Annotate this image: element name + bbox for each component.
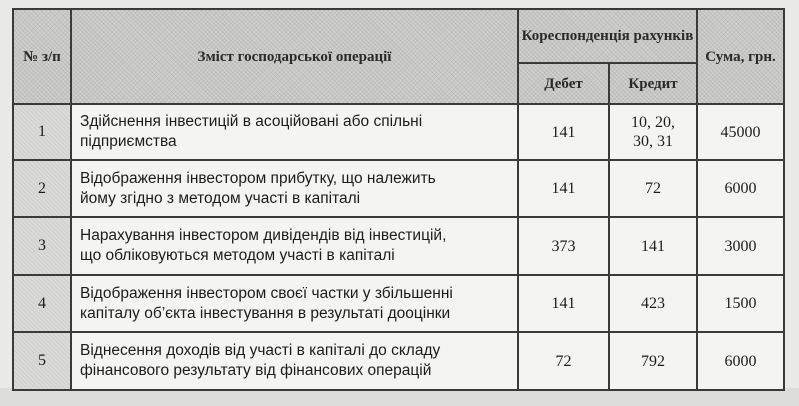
row-description-line: що обліковуються методом участі в капіталі [80,247,395,264]
header-row-top [13,9,784,63]
row-number: 1 [13,104,71,160]
header-correspondence-line-1: Кореспонденція [521,28,630,44]
row-description [71,332,518,390]
header-debit [518,63,609,104]
row-number: 4 [13,275,71,332]
row-credit: 141 [609,217,697,275]
row-description-line: Відображення інвестором своєї частки у збільшенні [80,284,453,302]
row-description [71,275,518,332]
table-row [13,160,784,217]
row-description-line: йому згідно з методом участі в капіталі [80,189,361,207]
table-row [13,217,784,275]
row-description-line: Віднесення доходів від участі в капіталі до складу [80,342,441,359]
row-credit-line: 30, 31 [633,133,673,150]
header-content [71,9,518,104]
header-amount-line-2: грн. [748,48,776,65]
row-number: 3 [13,217,71,275]
row-credit: 72 [609,160,697,217]
row-debit: 141 [518,160,609,217]
header-amount [697,9,784,104]
row-number: 2 [13,160,71,217]
header-number [13,9,71,104]
header-number-line-2: з/п [41,48,61,65]
header-content-label: Зміст господарської операції [197,48,392,65]
header-credit [609,63,697,104]
accounting-entries-table [12,8,785,391]
row-amount: 45000 [697,104,784,160]
row-credit [609,104,697,160]
row-credit: 792 [609,332,697,390]
row-description [71,217,518,275]
row-debit: 72 [518,332,609,390]
row-description-line: підприємства [80,133,177,150]
row-number: 5 [13,332,71,390]
row-amount: 1500 [697,275,784,332]
table-row [13,275,784,332]
table-row [13,332,784,390]
row-description-line: Здійснення інвестицій в асоційовані або спільні [80,113,423,130]
row-debit: 141 [518,104,609,160]
row-description-line: капіталу об’єкта інвестування в результаті дооцінки [80,304,451,322]
row-credit-line: 10, 20, [631,114,675,131]
row-description-line: Нарахування інвестором дивідендів від інвестицій, [80,227,447,244]
row-amount: 6000 [697,160,784,217]
row-description [71,160,518,217]
header-correspondence [518,9,697,63]
header-number-line-1: № [23,48,39,65]
header-debit-label: Дебет [544,75,583,92]
row-amount: 6000 [697,332,784,390]
header-credit-label: Кредит [628,75,678,92]
row-description-line: фінансового результату від фінансових операцій [80,362,432,379]
row-description-line: Відображення інвестором прибутку, що належить [80,169,436,187]
row-description [71,104,518,160]
row-debit: 373 [518,217,609,275]
row-debit: 141 [518,275,609,332]
table-row [13,104,784,160]
header-correspondence-line-2: рахунків [633,28,694,44]
row-credit: 423 [609,275,697,332]
row-amount: 3000 [697,217,784,275]
header-amount-line-1: Сума, [705,48,745,65]
